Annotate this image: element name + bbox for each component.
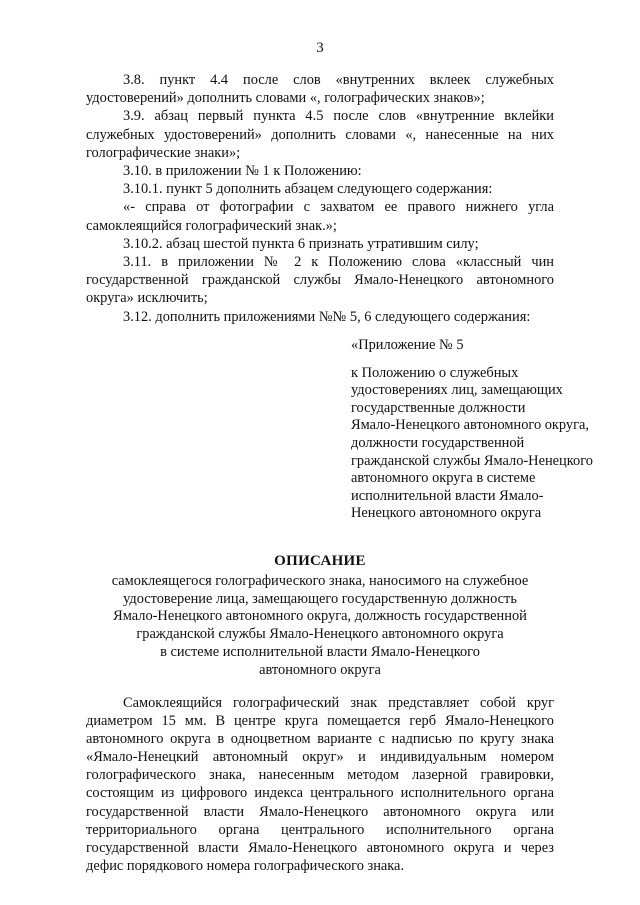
appendix-line: к Положению о служебных (351, 364, 519, 381)
subheading-line: гражданской службы Ямало-Ненецкого автономного округа (136, 626, 504, 643)
subheading-line: самоклеящегося голографического знака, наносимого на служебное (111, 573, 529, 589)
paragraph-3-12: 3.12. дополнить приложениями №№ 5, 6 следующего содержания: (123, 308, 531, 325)
appendix-line: исполнительной власти Ямало- (351, 487, 544, 504)
appendix-block (351, 337, 593, 523)
appendix-line: государственные должности (351, 399, 526, 416)
paragraph-3-10-1: 3.10.1. пункт 5 дополнить абзацем следующего содержания: (123, 181, 493, 198)
appendix-line: должности государственной (351, 434, 525, 451)
subheading-line: в системе исполнительной власти Ямало-Ненецкого (160, 643, 480, 660)
section-heading: ОПИСАНИЕ (274, 553, 366, 569)
paragraph-3-8: 3.8. пункт 4.4 после слов «внутренних вклеек служебных удостоверений» дополнить словами «, голографических знаков»; (86, 72, 554, 107)
subheading-line: Ямало-Ненецкого автономного округа, должность государственной (113, 608, 527, 625)
appendix-line: Ненецкого автономного округа (351, 505, 542, 522)
appendix-title: «Приложение № 5 (351, 337, 464, 353)
subheading-line: автономного округа (259, 661, 381, 678)
paragraph-3-10-2: 3.10.2. абзац шестой пункта 6 признать утратившим силу; (123, 235, 479, 252)
appendix-line: удостоверениях лиц, замещающих (351, 382, 563, 399)
amendments-list (86, 71, 554, 326)
subheading-line: удостоверение лица, замещающего государственную должность (123, 590, 517, 607)
paragraph-3-10: 3.10. в приложении № 1 к Положению: (123, 163, 362, 180)
appendix-line: Ямало-Ненецкого автономного округа, (351, 417, 590, 434)
paragraph-3-11: 3.11. в приложении № 2 к Положению слова «классный чин государственной гражданской службы Ямало-Ненецкого автономного округа» исключить; (86, 254, 554, 307)
paragraph-3-9: 3.9. абзац первый пункта 4.5 после слов «внутренние вклейки служебных удостоверений» дополнить словами «, нанесенные на них голографические знаки»; (86, 108, 554, 161)
appendix-line: гражданской службы Ямало-Ненецкого (351, 452, 593, 469)
appendix-line: автономного округа в системе (351, 470, 536, 487)
page-number: 3 (316, 40, 324, 56)
appendix-caption (351, 364, 593, 523)
section-subheading (0, 573, 640, 679)
paragraph-quote: «- справа от фотографии с захватом ее правого нижнего угла самоклеящийся голографический знак.»; (86, 199, 554, 234)
description-block (86, 694, 554, 875)
description-paragraph: Самоклеящийся голографический знак представляет собой круг диаметром 15 мм. В центре круга помещается герб Ямало-Ненецкого автономного округа в одноцветном варианте с надписью по кругу знака «Ямало-Ненецкий автономный округ» и индивидуальным номером голографического знака, нанесенным методом лазерной гравировки, состоящим из цифрового индекса центрального исполнительного органа государственной власти Ямало-Ненецкого автономного округа или территориального органа центрального исполнительного органа государственной власти Ямало-Ненецкого автономного округа и через дефис порядкового номера голографического знака. (86, 695, 554, 874)
